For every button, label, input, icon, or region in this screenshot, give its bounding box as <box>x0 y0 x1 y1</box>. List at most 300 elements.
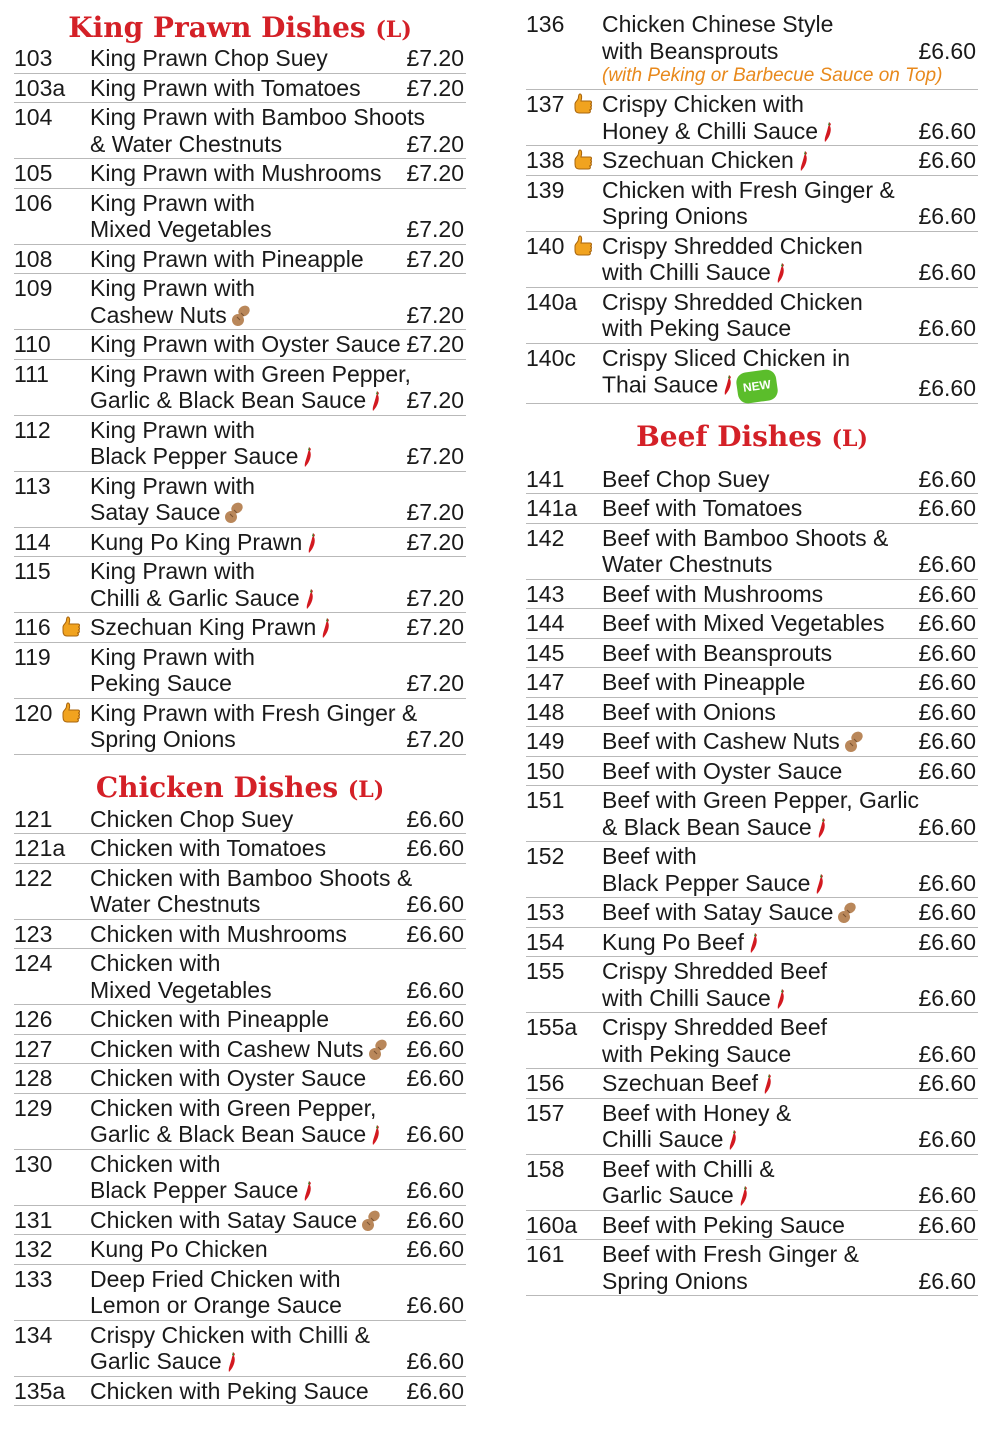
item-name-line <box>90 1095 466 1122</box>
item-name-text: King Prawn with <box>90 558 255 584</box>
item-name-text: Honey & Chilli Sauce <box>602 117 819 144</box>
item-description <box>90 1266 466 1319</box>
menu-item <box>526 344 978 404</box>
menu-item <box>526 524 978 580</box>
item-description <box>602 581 978 608</box>
item-name-line <box>602 91 978 118</box>
chilli-icon <box>303 446 313 468</box>
item-number: 149 <box>526 728 565 754</box>
item-price: £6.60 <box>918 1126 976 1152</box>
item-name-line <box>602 787 978 814</box>
beef-list <box>526 455 978 1297</box>
section-size-tag: (L) <box>831 425 868 452</box>
item-name-text: with Chilli Sauce <box>602 984 771 1011</box>
item-name-text: Crispy Chicken with <box>602 91 804 117</box>
item-number: 129 <box>14 1094 53 1121</box>
item-description <box>90 700 466 753</box>
item-number: 154 <box>526 928 565 955</box>
item-number: 110 <box>14 331 51 357</box>
menu-item <box>14 1265 466 1321</box>
item-description <box>90 1236 466 1263</box>
item-name-line <box>602 1100 978 1127</box>
item-description <box>90 644 466 697</box>
item-price: £6.60 <box>918 757 976 784</box>
item-description <box>90 865 466 918</box>
item-number: 155a <box>526 1014 578 1040</box>
menu-item <box>526 1211 978 1241</box>
menu-item <box>14 834 466 864</box>
item-name-text: Kung Po King Prawn <box>90 528 303 555</box>
item-name-text: Garlic Sauce <box>90 1348 222 1374</box>
item-name-line <box>602 289 978 316</box>
menu-item <box>526 842 978 898</box>
item-name-text: Beef with Bamboo Shoots & <box>602 524 889 551</box>
menu-item <box>14 1094 466 1150</box>
item-name-text: Chicken with Peking Sauce <box>90 1377 369 1404</box>
item-number: 153 <box>526 899 565 925</box>
item-number: 115 <box>14 558 51 584</box>
menu-item <box>14 1321 466 1377</box>
menu-item <box>526 1013 978 1069</box>
menu-item <box>14 699 466 755</box>
item-name-line <box>90 558 466 585</box>
section-title-text: Chicken Dishes <box>95 770 339 804</box>
item-description <box>602 699 978 726</box>
item-description <box>90 331 466 358</box>
menu-item <box>526 698 978 728</box>
item-number: 156 <box>526 1070 565 1096</box>
item-price: £6.60 <box>918 728 976 754</box>
item-description <box>602 640 978 667</box>
item-price: £6.60 <box>406 1006 464 1032</box>
item-number: 114 <box>14 528 51 555</box>
item-price: £6.60 <box>918 495 976 521</box>
item-number: 133 <box>14 1265 53 1292</box>
item-name-text: Beef with Pineapple <box>602 669 806 695</box>
item-number: 106 <box>14 189 53 216</box>
item-name-text: Beef with Chilli & <box>602 1155 775 1182</box>
item-number: 152 <box>526 843 565 869</box>
item-description <box>90 558 466 611</box>
item-price: £6.60 <box>918 639 976 666</box>
item-price: £6.60 <box>406 1065 464 1091</box>
item-name-text: Chicken with Fresh Ginger & <box>602 176 895 203</box>
item-number: 104 <box>14 104 53 130</box>
menu-item <box>14 159 466 189</box>
item-price: £6.60 <box>918 899 976 925</box>
menu-item <box>14 360 466 416</box>
chilli-icon <box>817 817 827 839</box>
item-price: £6.60 <box>406 920 464 947</box>
menu-item <box>526 727 978 757</box>
item-number: 147 <box>526 669 565 695</box>
item-price: £6.60 <box>406 1348 464 1374</box>
item-number: 108 <box>14 245 53 272</box>
menu-item <box>526 288 978 344</box>
menu-item <box>14 274 466 330</box>
item-name-text: King Prawn with Oyster Sauce <box>90 331 401 357</box>
item-number: 122 <box>14 864 53 891</box>
chilli-icon <box>749 932 759 954</box>
item-price: £7.20 <box>406 584 464 611</box>
item-number: 126 <box>14 1006 53 1032</box>
item-description <box>90 1006 466 1033</box>
item-description <box>90 104 466 157</box>
item-name-text: Chicken with Tomatoes <box>90 835 327 861</box>
item-price: £7.20 <box>406 301 464 328</box>
item-number: 140c <box>526 344 576 371</box>
item-price: £6.60 <box>918 1040 976 1067</box>
chilli-icon <box>371 1124 381 1146</box>
menu-item <box>526 898 978 928</box>
item-name-text: King Prawn with Mushrooms <box>90 160 382 186</box>
chilli-icon <box>728 1129 738 1151</box>
item-number: 145 <box>526 639 565 666</box>
item-description <box>90 45 466 72</box>
item-name-text: Kung Po Beef <box>602 928 744 955</box>
menu-item <box>526 668 978 698</box>
item-name-line <box>602 1156 978 1183</box>
item-name-text: King Prawn with <box>90 416 255 443</box>
item-number: 121 <box>14 805 53 832</box>
menu-item <box>526 757 978 787</box>
item-price: £6.60 <box>918 1070 976 1096</box>
item-name-line <box>602 1014 978 1041</box>
item-price: £6.60 <box>918 203 976 229</box>
item-name-line <box>90 865 466 892</box>
item-number: 155 <box>526 958 565 984</box>
item-number: 141 <box>526 465 565 492</box>
item-description <box>602 899 978 926</box>
menu-item <box>14 44 466 74</box>
section-title-beef <box>526 419 978 455</box>
item-description <box>90 417 466 470</box>
item-name-text: Beef with Green Pepper, Garlic <box>602 787 920 813</box>
item-price: £6.60 <box>918 315 976 341</box>
item-name-line <box>90 1151 466 1178</box>
chilli-icon <box>799 150 809 172</box>
item-description <box>602 525 978 578</box>
chicken-list-continued <box>526 0 978 404</box>
item-name-text: & Water Chestnuts <box>90 130 283 157</box>
item-price: £7.20 <box>406 614 464 640</box>
item-price: £6.60 <box>918 117 976 144</box>
menu-item <box>526 10 978 90</box>
menu-item <box>14 245 466 275</box>
item-description <box>90 1036 466 1063</box>
item-number: 113 <box>14 472 51 499</box>
item-name-text: Beef with Fresh Ginger & <box>602 1241 859 1267</box>
recommended-thumb-icon <box>572 235 594 257</box>
item-price: £6.60 <box>918 1182 976 1208</box>
item-number: 103 <box>14 45 53 71</box>
item-name-line <box>602 1241 978 1268</box>
item-name-text: Chicken with Bamboo Shoots & <box>90 864 413 891</box>
item-number: 136 <box>526 11 565 37</box>
item-name-text: Kung Po Chicken <box>90 1236 268 1262</box>
item-name-text: Beef with Satay Sauce <box>602 899 834 925</box>
menu-item <box>526 580 978 610</box>
item-description <box>602 177 978 230</box>
menu-item <box>14 949 466 1005</box>
menu-item <box>526 1099 978 1155</box>
item-number: 141a <box>526 495 578 521</box>
menu-item <box>14 330 466 360</box>
item-number: 119 <box>14 643 51 670</box>
item-name-text: Chicken with Cashew Nuts <box>90 1035 364 1062</box>
item-price: £7.20 <box>406 331 464 357</box>
item-name-text: Satay Sauce <box>90 499 221 525</box>
item-description <box>90 950 466 1003</box>
item-price: £6.60 <box>918 580 976 607</box>
menu-item <box>14 472 466 528</box>
item-name-line <box>90 700 466 727</box>
item-description <box>90 75 466 102</box>
item-name-text: Chicken with Satay Sauce <box>90 1206 358 1233</box>
item-description <box>602 728 978 755</box>
item-number: 120 <box>14 699 53 726</box>
item-description <box>90 1322 466 1375</box>
item-name-text: Crispy Sliced Chicken in <box>602 344 850 371</box>
item-description <box>90 190 466 243</box>
item-price: £6.60 <box>406 1035 464 1062</box>
item-name-line <box>602 177 978 204</box>
item-name-text: Szechuan King Prawn <box>90 614 317 640</box>
item-price: £6.60 <box>918 813 976 840</box>
menu-item <box>526 176 978 232</box>
item-description <box>90 614 466 641</box>
item-description <box>90 1151 466 1204</box>
item-price: £6.60 <box>406 1292 464 1318</box>
chilli-icon <box>776 988 786 1010</box>
item-name-text: Szechuan Chicken <box>602 147 794 173</box>
chilli-icon <box>371 390 381 412</box>
item-description <box>602 669 978 696</box>
item-price: £6.60 <box>918 984 976 1011</box>
chilli-icon <box>321 617 331 639</box>
item-name-line <box>90 417 466 444</box>
item-number: 116 <box>14 614 51 640</box>
item-price: £6.60 <box>918 37 976 64</box>
item-price: £7.20 <box>406 499 464 525</box>
recommended-thumb-icon <box>572 93 594 115</box>
item-price: £6.60 <box>406 891 464 917</box>
item-description <box>602 1241 978 1294</box>
menu-item <box>14 1377 466 1407</box>
item-name-text: King Prawn with Tomatoes <box>90 74 361 101</box>
item-price: £6.60 <box>406 976 464 1003</box>
item-price: £7.20 <box>406 670 464 696</box>
item-description <box>90 246 466 273</box>
item-name-text: Water Chestnuts <box>602 551 773 577</box>
item-price: £6.60 <box>918 147 976 173</box>
item-price: £7.20 <box>406 387 464 413</box>
item-name-line <box>90 361 466 388</box>
peanut-icon <box>844 731 864 753</box>
item-name-text: with Peking Sauce <box>602 315 792 341</box>
recommended-thumb-icon <box>60 616 82 638</box>
item-name-text: Chicken Chop Suey <box>90 805 294 832</box>
item-price: £7.20 <box>406 443 464 469</box>
menu-item <box>526 609 978 639</box>
item-description <box>602 1070 978 1097</box>
item-name-text: Chicken with <box>90 950 221 976</box>
item-name-text: Chicken with Mushrooms <box>90 920 347 947</box>
item-description <box>90 1378 466 1405</box>
item-name-text: Szechuan Beef <box>602 1070 759 1096</box>
item-name-text: Beef with Mixed Vegetables <box>602 610 885 636</box>
item-description <box>90 529 466 556</box>
item-number: 157 <box>526 1099 565 1126</box>
item-price: £7.20 <box>406 130 464 157</box>
item-name-text: Thai Sauce <box>602 371 719 398</box>
item-number: 131 <box>14 1206 53 1233</box>
item-description <box>90 1065 466 1092</box>
item-number: 132 <box>14 1236 53 1262</box>
menu-item <box>14 557 466 613</box>
item-name-line <box>602 233 978 260</box>
item-price: £6.60 <box>918 1211 976 1238</box>
item-name-text: with Chilli Sauce <box>602 259 771 285</box>
item-number: 151 <box>526 787 565 813</box>
menu-item <box>526 232 978 288</box>
item-name-text: Garlic & Black Bean Sauce <box>90 387 367 413</box>
item-description <box>602 495 978 522</box>
item-name-line <box>90 190 466 217</box>
menu-item <box>526 1240 978 1296</box>
item-name-text: King Prawn Chop Suey <box>90 45 328 71</box>
peanut-icon <box>368 1039 388 1061</box>
item-name-line <box>90 473 466 500</box>
item-number: 128 <box>14 1065 53 1091</box>
chilli-icon <box>723 374 733 396</box>
item-price: £6.60 <box>406 805 464 832</box>
item-name-text: King Prawn with <box>90 189 255 216</box>
item-name-text: Beef with Onions <box>602 698 776 725</box>
item-price: £6.60 <box>918 928 976 955</box>
item-name-line <box>90 275 466 302</box>
section-title-king-prawn <box>14 0 466 44</box>
item-price: £6.60 <box>406 835 464 861</box>
item-number: 161 <box>526 1241 565 1267</box>
menu-item <box>14 920 466 950</box>
peanut-icon <box>231 305 251 327</box>
item-number: 124 <box>14 950 53 976</box>
item-name-text: Crispy Shredded Beef <box>602 1014 828 1040</box>
menu-item <box>526 1069 978 1099</box>
new-badge-icon: NEW <box>735 368 779 404</box>
item-name-line <box>602 345 978 372</box>
item-description <box>90 473 466 526</box>
item-price: £6.60 <box>406 1177 464 1203</box>
item-number: 121a <box>14 835 66 861</box>
item-name-text: Beef with Beansprouts <box>602 639 833 666</box>
item-description <box>602 289 978 342</box>
menu-item <box>14 613 466 643</box>
item-name-text: Beef with Mushrooms <box>602 580 824 607</box>
item-price: £6.60 <box>406 1206 464 1233</box>
item-name-text: King Prawn with <box>90 472 255 499</box>
item-number: 142 <box>526 524 565 551</box>
item-description <box>602 91 978 144</box>
item-price: £6.60 <box>918 259 976 285</box>
item-number: 123 <box>14 920 53 947</box>
item-number: 140 <box>526 232 565 259</box>
item-name-text: Lemon or Orange Sauce <box>90 1292 342 1318</box>
chilli-icon <box>776 262 786 284</box>
item-name-line <box>90 1266 466 1293</box>
item-name-text: with Beansprouts <box>602 37 779 64</box>
recommended-thumb-icon <box>60 702 82 724</box>
item-description <box>602 233 978 286</box>
item-name-text: Mixed Vegetables <box>90 216 272 242</box>
item-number: 144 <box>526 610 565 636</box>
item-number: 138 <box>526 147 565 173</box>
king-prawn-list <box>14 44 466 755</box>
menu-item <box>14 1150 466 1206</box>
item-price: £6.60 <box>406 1121 464 1147</box>
item-name-text: Chilli Sauce <box>602 1126 724 1152</box>
item-name-text: King Prawn with <box>90 275 255 301</box>
menu-item <box>526 957 978 1013</box>
item-name-text: Chicken with Oyster Sauce <box>90 1065 367 1091</box>
menu-item <box>14 1005 466 1035</box>
item-name-line <box>90 644 466 671</box>
item-name-text: King Prawn with Bamboo Shoots <box>90 104 425 130</box>
item-price: £6.60 <box>406 1236 464 1262</box>
item-price: £7.20 <box>406 160 464 186</box>
menu-item <box>14 528 466 558</box>
item-price: £6.60 <box>918 375 976 401</box>
item-description <box>602 787 978 840</box>
item-name-text: Chilli & Garlic Sauce <box>90 584 300 611</box>
menu-item <box>14 1235 466 1265</box>
item-name-text: Beef Chop Suey <box>602 465 770 492</box>
chilli-icon <box>227 1351 237 1373</box>
item-description <box>602 345 978 402</box>
item-description <box>602 466 978 493</box>
menu-item <box>14 74 466 104</box>
item-number: 127 <box>14 1035 53 1062</box>
item-description <box>602 11 978 88</box>
chilli-icon <box>307 532 317 554</box>
item-name-text: Crispy Shredded Chicken <box>602 232 863 259</box>
item-description <box>602 929 978 956</box>
item-description <box>602 1156 978 1209</box>
item-name-text: Spring Onions <box>90 726 236 752</box>
menu-item <box>526 90 978 146</box>
item-description <box>90 275 466 328</box>
chilli-icon <box>823 121 833 143</box>
item-name-text: Spring Onions <box>602 1267 748 1294</box>
item-number: 143 <box>526 580 565 607</box>
chilli-icon <box>739 1185 749 1207</box>
peanut-icon <box>837 902 857 924</box>
item-number: 150 <box>526 757 565 784</box>
item-name-text: & Black Bean Sauce <box>602 813 812 840</box>
item-name-line <box>90 1322 466 1349</box>
item-name-text: Beef with <box>602 843 697 869</box>
item-price: £6.60 <box>918 869 976 896</box>
section-size-tag: (L) <box>375 17 412 43</box>
item-name-text: Spring Onions <box>602 203 748 229</box>
menu-item <box>14 1035 466 1065</box>
item-number: 139 <box>526 176 565 203</box>
item-name-text: Black Pepper Sauce <box>602 869 811 896</box>
item-name-text: King Prawn with Pineapple <box>90 245 364 272</box>
item-description <box>90 1095 466 1148</box>
menu-item <box>14 1064 466 1094</box>
